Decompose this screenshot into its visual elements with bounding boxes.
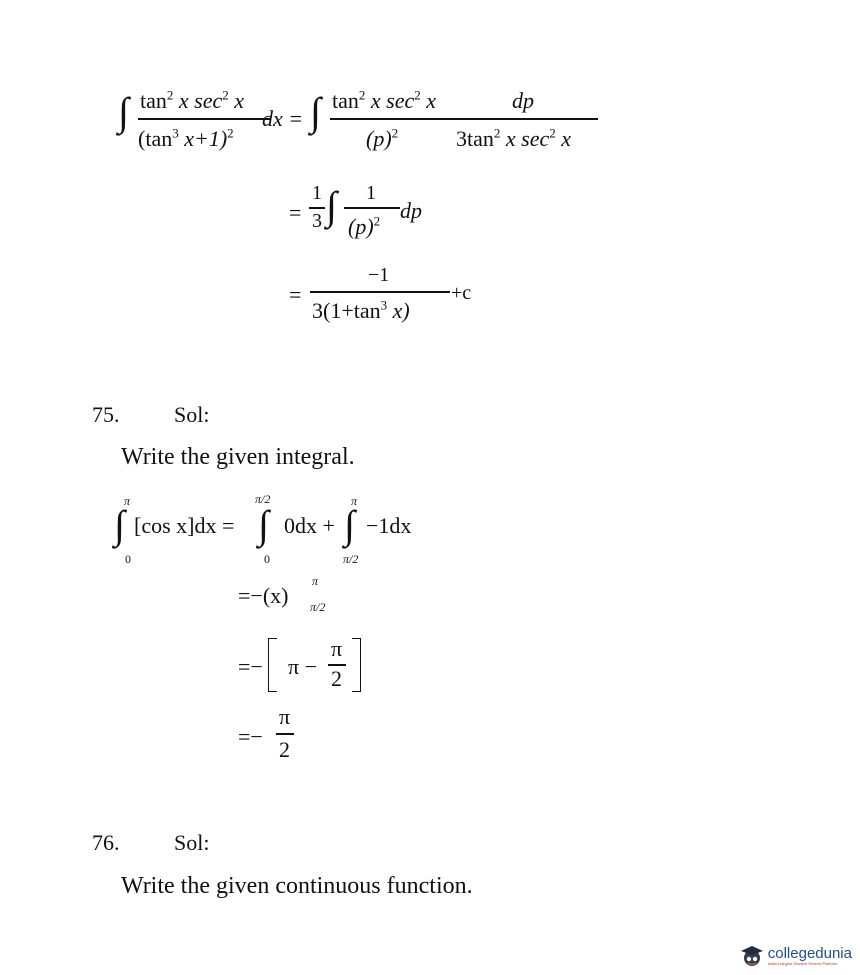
logo-tagline: India's largest Student Review Platform [767,961,838,966]
integral-sign: ∫ [118,89,129,134]
int1-upper-limit: π [124,494,131,508]
int2-lower-limit: 0 [264,552,270,566]
step4-equals: =− [238,724,263,749]
sol-label: Sol: [174,830,210,855]
step2-coef-bar [309,207,325,209]
step4-den: 2 [279,737,290,762]
integral-sign: ∫ [258,502,269,547]
step2-den: $(p)^2$ [348,213,381,239]
step2-coef-num: 1 [312,182,322,204]
dp-numerator: dp [512,88,534,113]
graduate-icon [739,943,765,969]
lhs-dx: dx = [262,106,304,131]
step3-equals: =− [238,654,263,679]
int2-body: 0dx + [284,513,335,538]
step3-num: π [331,636,343,661]
right-bracket [352,638,361,692]
integral-sign: ∫ [326,183,337,228]
rhs-fraction-bar [330,118,452,120]
question-number: 75. [92,402,120,427]
step2-bar [344,207,400,209]
step2-coef-den: 3 [312,210,322,232]
lhs-denominator: ($\tan^3$ x+1)$^2$ [138,125,234,151]
step2-dp: dp [400,198,422,223]
rhs-denominator: $(p)^2$ [366,125,399,151]
int3-upper-limit: π [351,494,358,508]
question-number: 76. [92,830,120,855]
int3-lower-limit: π/2 [343,552,359,566]
step3-den: $3(1+\tan^3$ x) [312,297,410,323]
intro-text: Write the given continuous function. [121,873,473,899]
left-bracket [268,638,277,692]
integral-sign: ∫ [114,502,125,547]
step3-equals: = [289,282,302,307]
integral-sign: ∫ [310,89,321,134]
step2-equals: = [289,200,302,225]
step3-bar [310,291,450,293]
step3-den: 2 [331,666,342,691]
lhs-numerator: $\tan^2 x$ $\sec^2 x$ [140,87,245,113]
int1-lower-limit: 0 [125,552,131,566]
dp-fraction-bar [452,118,598,120]
step2-expression: =−(x) [238,583,289,608]
step3-constant: +c [451,282,472,304]
intro-text: Write the given integral. [121,444,355,470]
logo-name: collegedunia [767,945,852,962]
dp-denominator: $3\tan^2$ x $\sec^2 x$ [456,125,572,151]
step4-num: π [279,704,291,729]
step3-pi-minus: π − [288,654,318,679]
sol-label: Sol: [174,402,210,427]
step4-bar [276,733,294,735]
step2-lower-limit: π/2 [310,600,326,614]
step2-upper-limit: π [312,574,319,588]
collegedunia-logo [739,943,852,969]
int3-body: −1dx [366,513,412,538]
step3-num: −1 [368,264,390,286]
int2-upper-limit: π/2 [255,492,271,506]
rhs-numerator: $\tan^2 x$ $\sec^2 x$ [332,87,437,113]
integral-sign: ∫ [344,502,355,547]
lhs-fraction-bar [138,118,270,120]
int1-body: [cos x]dx = [134,513,235,538]
step2-num: 1 [366,182,376,204]
